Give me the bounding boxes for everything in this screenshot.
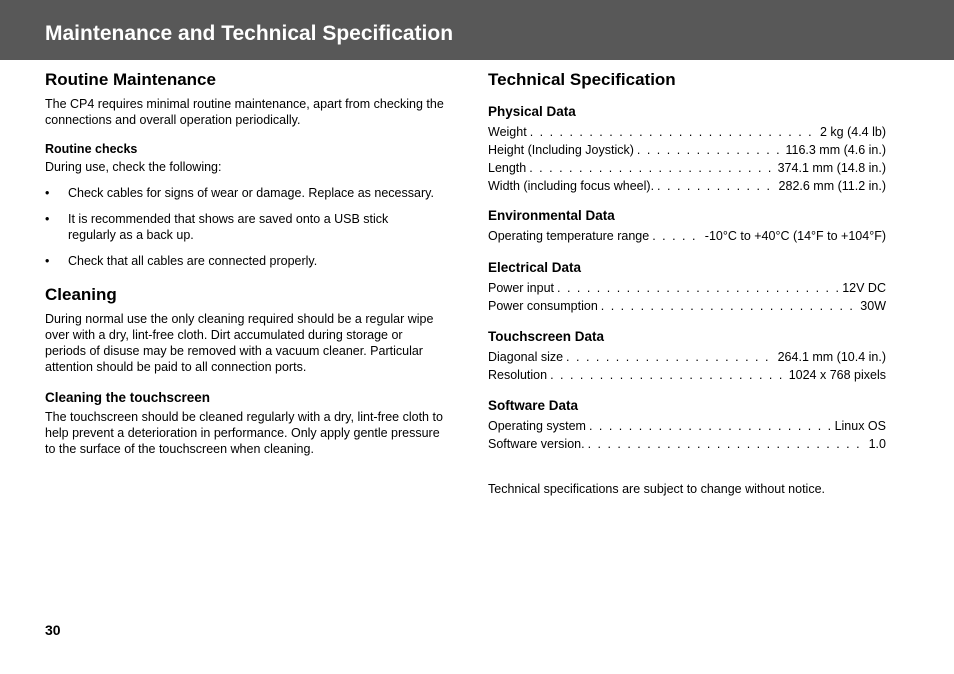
spec-row-power-consumption	[488, 297, 886, 315]
spec-row-operating-temperature	[488, 227, 886, 245]
electrical-data-heading: Electrical Data	[488, 260, 582, 275]
routine-checks-list	[45, 185, 445, 269]
routine-checks-intro: During use, check the following:	[45, 160, 222, 174]
spec-value: 1.0	[868, 437, 886, 451]
dot-leader	[550, 366, 786, 384]
environmental-data-list	[488, 227, 886, 245]
spec-label: Height (Including Joystick)	[488, 143, 634, 157]
dot-leader	[588, 435, 866, 453]
list-item: • It is recommended that shows are saved onto a USB stick regularly as a back up.	[45, 211, 408, 243]
spec-row-software-version	[488, 435, 886, 453]
spec-row-operating-system	[488, 417, 886, 435]
spec-label: Power input	[488, 281, 555, 295]
dot-leader	[589, 417, 832, 435]
physical-data-heading: Physical Data	[488, 104, 576, 119]
spec-row-diagonal-size	[488, 348, 886, 366]
page-header	[0, 0, 954, 60]
cleaning-body: During normal use the only cleaning required should be a regular wipe over with a dry, lint-free cloth. Dirt accumulated during storage or periods of disuse may be removed with a vacuum cleaner. Particular attention should be paid to all connection ports.	[45, 312, 434, 374]
dot-leader	[530, 123, 817, 141]
physical-data-list	[488, 123, 886, 195]
routine-checks-heading: Routine checks	[45, 142, 138, 156]
dot-leader	[652, 227, 702, 245]
dot-leader	[657, 177, 776, 195]
spec-row-weight	[488, 123, 886, 141]
spec-label: Width (including focus wheel).	[488, 179, 655, 193]
cleaning-touchscreen-body: The touchscreen should be cleaned regularly with a dry, lint-free cloth to help prevent a deterioration in performance. Only apply gentle pressure to the surface of the touchscreen when cleaning.	[45, 410, 443, 456]
environmental-data-heading: Environmental Data	[488, 208, 615, 223]
spec-value: 1024 x 768 pixels	[788, 368, 886, 382]
electrical-data-list	[488, 279, 886, 315]
spec-value: 282.6 mm (11.2 in.)	[778, 179, 886, 193]
page-number: 30	[45, 622, 61, 638]
dot-leader	[601, 297, 858, 315]
spec-label: Power consumption	[488, 299, 598, 313]
software-data-heading: Software Data	[488, 398, 579, 413]
dot-leader	[637, 141, 783, 159]
spec-label: Software version.	[488, 437, 585, 451]
spec-row-height	[488, 141, 886, 159]
spec-value: 30W	[860, 299, 886, 313]
list-item: • Check cables for signs of wear or damage. Replace as necessary.	[45, 185, 448, 201]
routine-intro: The CP4 requires minimal routine maintenance, apart from checking the connections and overall operation periodically.	[45, 97, 444, 127]
spec-value: -10°C to +40°C (14°F to +104°F)	[704, 229, 886, 243]
spec-value: 2 kg (4.4 lb)	[819, 125, 886, 139]
software-data-list	[488, 417, 886, 453]
dot-leader	[529, 159, 774, 177]
spec-label: Diagonal size	[488, 350, 564, 364]
spec-row-length	[488, 159, 886, 177]
left-column	[45, 68, 445, 457]
tech-spec-heading: Technical Specification	[488, 70, 676, 89]
spec-disclaimer: Technical specifications are subject to change without notice.	[488, 482, 825, 496]
spec-label: Length	[488, 161, 527, 175]
touchscreen-data-list	[488, 348, 886, 384]
spec-label: Operating system	[488, 419, 586, 433]
spec-value: Linux OS	[834, 419, 886, 433]
cleaning-heading: Cleaning	[45, 285, 117, 304]
routine-maintenance-heading: Routine Maintenance	[45, 70, 216, 89]
spec-value: 374.1 mm (14.8 in.)	[777, 161, 886, 175]
touchscreen-data-heading: Touchscreen Data	[488, 329, 605, 344]
spec-label: Resolution	[488, 368, 548, 382]
spec-value: 12V DC	[842, 281, 886, 295]
spec-row-power-input	[488, 279, 886, 297]
page-title: Maintenance and Technical Specification	[45, 22, 454, 45]
spec-value: 264.1 mm (10.4 in.)	[777, 350, 886, 364]
spec-row-width	[488, 177, 886, 195]
dot-leader	[566, 348, 775, 366]
spec-label: Operating temperature range	[488, 229, 650, 243]
spec-label: Weight	[488, 125, 527, 139]
right-column	[488, 68, 886, 497]
list-item: • Check that all cables are connected properly.	[45, 253, 445, 269]
spec-row-resolution	[488, 366, 886, 384]
dot-leader	[557, 279, 839, 297]
spec-value: 116.3 mm (4.6 in.)	[785, 143, 886, 157]
cleaning-touchscreen-heading: Cleaning the touchscreen	[45, 390, 211, 405]
